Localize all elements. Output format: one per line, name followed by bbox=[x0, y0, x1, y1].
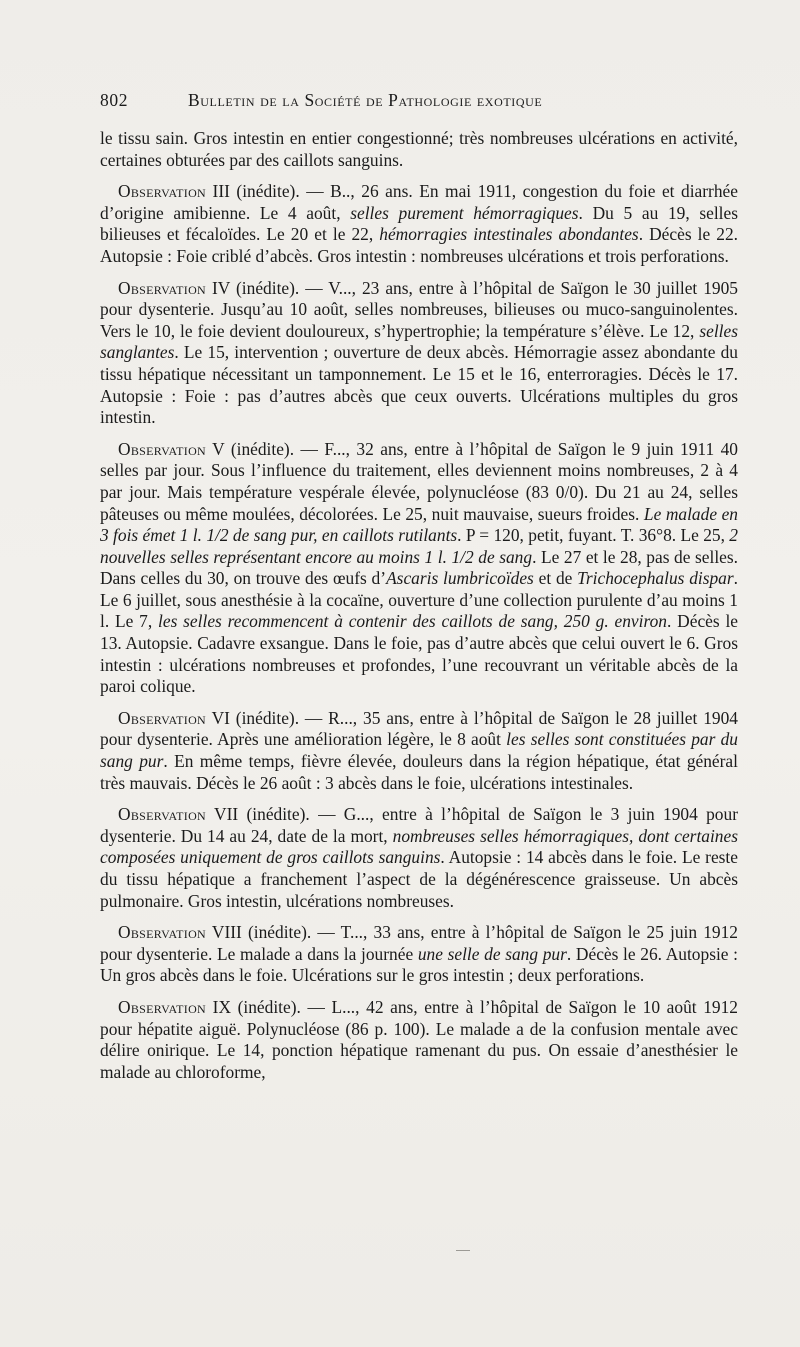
text-run: V (inédite). — F..., 32 ans, entre à l’hôpital de Saïgon le 9 juin 1911 40 selles par jour. Sous l’influence du traitement, elles deviennent moins nombreuses, 2 à 4 par jour. Mais température vespérale élevée, polynucléose (83 0/0). Du 21 au 24, selles pâteuses ou même moulées, décolorées. Le 25, nuit mauvaise, sueurs froides. bbox=[100, 438, 738, 524]
observation-label: Observation bbox=[118, 181, 207, 202]
text-run: IX (inédite). — L..., 42 ans, entre à l’hôpital de Saïgon le 10 août 1912 pour hépatite aiguë. Polynucléose (86 p. 100). Le malade a de la confusion mentale avec délire onirique. Le 14, ponction hépatique ramenant du pus. On essaie d’anesthésier le malade au chloroforme, bbox=[100, 996, 738, 1082]
text-run: VIII (inédite). — T..., 33 ans, entre à l’hôpital de Saïgon le 25 juin 1912 pour dysenterie. Le malade a dans la journée bbox=[100, 922, 738, 964]
text-run: VII (inédite). — G..., entre à l’hôpital de Saïgon le 3 juin 1904 pour dysenterie. Du 14 au 24, date de la mort, bbox=[100, 804, 738, 846]
printer-mark bbox=[456, 1250, 470, 1251]
text-run: . Le 15, intervention ; ouverture de deux abcès. Hémorragie assez abondante du tissu hépatique nécessitant un tamponnement. Le 15 et le 16, enterroragies. Décès le 17. Autopsie : Foie : pas d’autres abcès que ceux ouverts. Ulcérations multiples du gros intestin. bbox=[100, 342, 738, 428]
italic-text: Trichocephalus dispar bbox=[577, 568, 734, 589]
paragraph-observation-vii bbox=[100, 804, 738, 912]
paragraph-continuation bbox=[100, 128, 738, 171]
running-title: Bulletin de la Société de Pathologie exotique bbox=[188, 90, 543, 110]
body-text bbox=[100, 128, 738, 1093]
observation-label: Observation bbox=[118, 707, 207, 728]
text-run: . Le 6 juillet, sous anesthésie à la cocaïne, ouverture d’une collection purulente d’au moins 1 l. Le 7, bbox=[100, 568, 739, 632]
italic-text: 2 nouvelles selles représentant encore au moins 1 l. 1/2 de sang bbox=[100, 525, 738, 567]
italic-text: Ascaris lumbricoïdes bbox=[386, 568, 534, 589]
paragraph-observation-viii bbox=[100, 922, 738, 987]
text-run: . En même temps, fièvre élevée, douleurs dans la région hépatique, état général très mauvais. Décès le 26 août : 3 abcès dans le foie, ulcérations intestinales. bbox=[100, 751, 738, 793]
text-run: . Décès le 22. Autopsie : Foie criblé d’abcès. Gros intestin : nombreuses ulcérations et trois perforations. bbox=[100, 224, 738, 266]
text-run: . Décès le 13. Autopsie. Cadavre exsangue. Dans le foie, pas d’autre abcès que celui ouvert le 6. Gros intestin : ulcérations nombreuses et profondes, l’une recouvrant un véritable abcès de la paroi colique. bbox=[100, 611, 739, 697]
paragraph-observation-vi bbox=[100, 708, 738, 794]
text-run: . Décès le 26. Autopsie : Un gros abcès dans le foie. Ulcérations sur le gros intestin ; deux perforations. bbox=[100, 943, 739, 986]
text-run: . Du 5 au 19, selles bilieuses et fécaloïdes. Le 20 et le 22, bbox=[100, 202, 738, 245]
paragraph-observation-ix bbox=[100, 997, 738, 1083]
italic-text: selles sanglantes bbox=[100, 320, 738, 363]
page-header bbox=[100, 90, 738, 116]
text-run: . P = 120, petit, fuyant. T. 36°8. Le 25, bbox=[457, 525, 730, 546]
italic-text: hémorragies intestinales abondantes bbox=[379, 224, 639, 245]
text-run: III (inédite). — B.., 26 ans. En mai 1911, congestion du foie et diarrhée d’origine amibienne. Le 4 août, bbox=[100, 181, 738, 223]
italic-text: une selle de sang pur bbox=[417, 943, 567, 964]
paragraph-observation-v bbox=[100, 439, 738, 698]
page-number: 802 bbox=[100, 90, 129, 110]
italic-text: Le malade en 3 fois émet 1 l. 1/2 de sang pur, en caillots rutilants bbox=[100, 503, 738, 546]
observation-label: Observation bbox=[118, 804, 207, 825]
text-run: . Autopsie : 14 abcès dans le foie. Le reste du tissu hépatique a franchement l’aspect de la dégénérescence graisseuse. Un abcès pulmonaire. Gros intestin, ulcérations nombreuses. bbox=[100, 847, 738, 911]
paragraph-observation-iv bbox=[100, 278, 738, 429]
observation-label: Observation bbox=[118, 277, 207, 298]
observation-label: Observation bbox=[118, 922, 207, 943]
italic-text: selles purement hémorragiques bbox=[350, 202, 579, 223]
observation-label: Observation bbox=[118, 438, 207, 459]
paragraph-observation-iii bbox=[100, 181, 738, 267]
observation-label: Observation bbox=[118, 996, 207, 1017]
text-run: . Le 27 et le 28, pas de selles. Dans celles du 30, on trouve des œufs d’ bbox=[100, 546, 738, 589]
italic-text: nombreuses selles hémorragiques, dont certaines composées uniquement de gros caillots sanguins bbox=[100, 825, 738, 868]
text-run: VI (inédite). — R..., 35 ans, entre à l’hôpital de Saïgon le 28 juillet 1904 pour dysenterie. Après une amélioration légère, le 8 août bbox=[100, 707, 738, 750]
text-run: et de bbox=[533, 568, 578, 589]
italic-text: les selles sont constituées par du sang pur bbox=[100, 729, 738, 772]
italic-text: les selles recommencent à contenir des caillots de sang, 250 g. environ bbox=[158, 611, 667, 632]
text-run: IV (inédite). — V..., 23 ans, entre à l’hôpital de Saïgon le 30 juillet 1905 pour dysenterie. Jusqu’au 10 août, selles nombreuses, bilieuses ou muco-sanguinolentes. Vers le 10, le foie devient douloureux, s’hypertrophie; la température s’élève. Le 12, bbox=[100, 277, 738, 341]
text-run: le tissu sain. Gros intestin en entier congestionné; très nombreuses ulcérations en activité, certaines obturées par des caillots sanguins. bbox=[100, 128, 738, 170]
